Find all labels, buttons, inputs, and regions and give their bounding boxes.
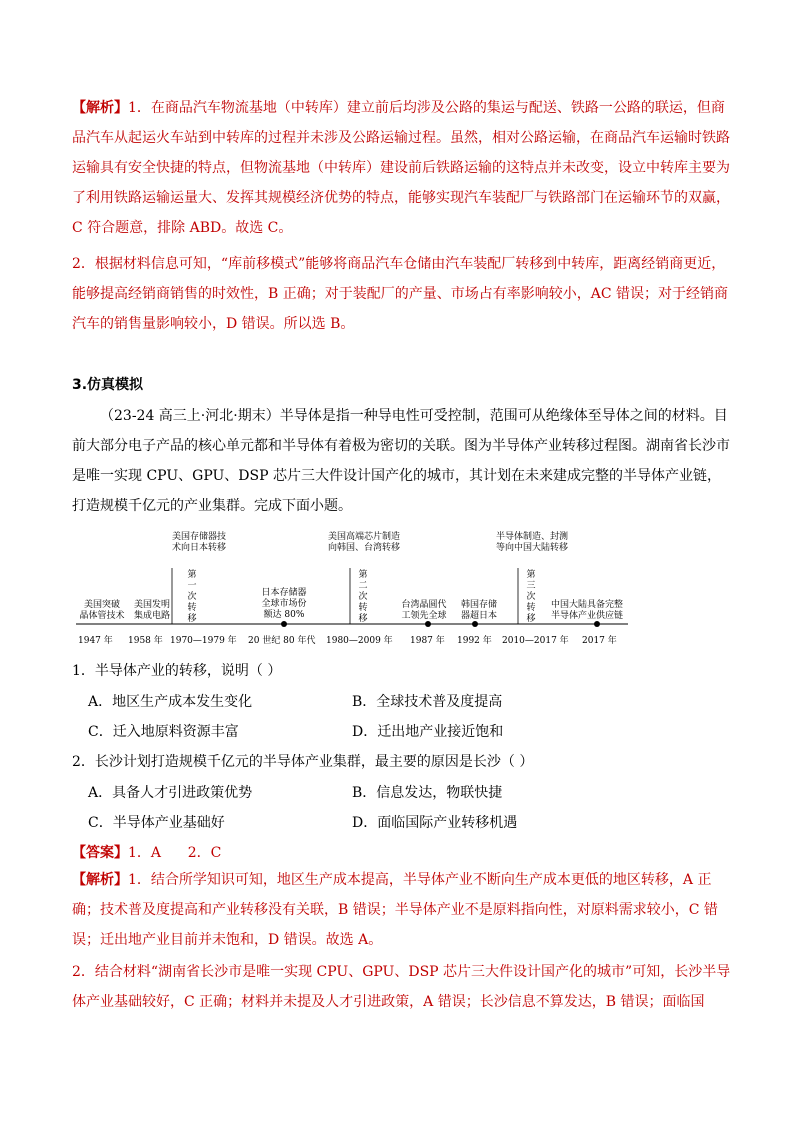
question-1-stem: 1．半导体产业的转移，说明（ ）: [72, 663, 282, 679]
semiconductor-transfer-timeline: [72, 530, 632, 645]
analysis-paragraph-2: [72, 249, 732, 339]
question-1-option-b: B．全球技术普及度提高: [352, 694, 503, 710]
year-label-5: 1980—2009 年: [326, 636, 393, 646]
analysis-label: 【解析】: [72, 100, 128, 116]
timeline-dot-1: [281, 621, 287, 627]
event-label-3: 日本存储器 全球市场份 额达 80%: [261, 588, 307, 620]
year-label-7: 1992 年: [457, 636, 492, 646]
year-label-6: 1987 年: [410, 636, 445, 646]
event-label-6: 中国大陆具备完整 半导体产业供应链: [550, 600, 623, 621]
event-label-5: 韩国存储 器超日本: [460, 600, 497, 621]
top-label-2: 美国高端芯片制造 向韩国、台湾转移: [327, 532, 400, 553]
question-1-option-d: D．迁出地产业接近饱和: [352, 724, 504, 740]
analysis-text-2: 2．根据材料信息可知，“库前移模式”能够将商品汽车仓储由汽车装配厂转移到中转库，距离经销商更近，能够提高经销商销售的时效性，B 正确；对于装配厂的产量、市场占有率影响较小，AC 错误；对于经销商汽车的销售量影响较小，D 错误。所以选 B。: [72, 256, 729, 332]
question-2-option-b: B．信息发达，物联快捷: [352, 785, 503, 801]
question-1-option-c: C．迁入地原料资源丰富: [88, 724, 239, 740]
question-1-option-a: A．地区生产成本发生变化: [88, 694, 253, 710]
section-title: 3.仿真模拟: [72, 377, 144, 393]
question-2-option-d: D．面临国际产业转移机遇: [352, 815, 518, 831]
question-2-option-a: A．具备人才引进政策优势: [88, 785, 253, 801]
event-label-1: 美国突破 晶体管技术: [79, 600, 125, 621]
question-2-stem: 2．长沙计划打造规模千亿元的半导体产业集群，最主要的原因是长沙（ ）: [72, 754, 534, 770]
year-label-2: 1958 年: [128, 636, 163, 646]
analysis2-paragraph-2: [72, 957, 732, 1017]
top-label-1: 美国存储器技 术向日本转移: [171, 532, 226, 553]
year-label-9: 2017 年: [582, 636, 617, 646]
answer-label: 【答案】: [72, 845, 128, 861]
analysis2-paragraph-1: [72, 865, 732, 955]
top-label-3: 半导体制造、封测 等向中国大陆转移: [495, 532, 568, 553]
analysis2-text-1: 1．结合所学知识可知，地区生产成本提高，半导体产业不断向生产成本更低的地区转移，A 正确；技术普及度提高和产业转移没有关联，B 错误；半导体产业不是原料指向性，对原料需求较小，C 错误；迁出地产业目前并未饱和，D 错误。故选 A。: [72, 872, 718, 948]
analysis2-text-2: 2．结合材料“湖南省长沙市是唯一实现 CPU、GPU、DSP 芯片三大件设计国产化的城市”可知，长沙半导体产业基础较好，C 正确；材料并未提及人才引进政策，A 错误；长沙信息不算发达，B 错误；面临国: [72, 964, 731, 1010]
analysis2-label: 【解析】: [72, 872, 128, 888]
event-label-2: 美国发明 集成电路: [133, 600, 170, 621]
year-label-8: 2010—2017 年: [502, 636, 569, 646]
question-intro: （23-24 高三上·河北·期末）半导体是指一种导电性可受控制，范围可从绝缘体至导体之间的材料。目前大部分电子产品的核心单元都和半导体有着极为密切的关联。图为半导体产业转移过程图。湖南省长沙市是唯一实现 CPU、GPU、DSP 芯片三大件设计国产化的城市，其计划在未来建成完整的半导体产业链，打造规模千亿元的产业集群。完成下面小题。: [72, 408, 730, 514]
answer-text: 1．A 2．C: [128, 845, 222, 861]
transfer-label-2: 第 二 次 转 移: [358, 570, 368, 624]
question-2-option-c: C．半导体产业基础好: [88, 815, 225, 831]
year-label-1: 1947 年: [78, 636, 113, 646]
event-label-4: 台湾晶圆代 工领先全球: [401, 600, 447, 621]
answer-line: [72, 843, 221, 863]
transfer-label-1: 第 一 次 转 移: [187, 570, 197, 624]
analysis-text-1: 1．在商品汽车物流基地（中转库）建立前后均涉及公路的集运与配送、铁路一公路的联运，但商品汽车从起运火车站到中转库的过程并未涉及公路运输过程。虽然，相对公路运输，在商品汽车运输时铁路运输具有安全快捷的特点，但物流基地（中转库）建设前后铁路运输的这特点并未改变，设立中转库主要为了利用铁路运输运量大、发挥其规模经济优势的特点，能够实现汽车装配厂与铁路部门在运输环节的双赢，C 符合题意，排除 ABD。故选 C。: [72, 100, 730, 236]
year-label-4: 20 世纪 80 年代: [248, 636, 316, 646]
analysis-paragraph-1: [72, 93, 732, 243]
year-label-3: 1970—1979 年: [170, 636, 237, 646]
transfer-label-3: 第 三 次 转 移: [526, 570, 536, 624]
